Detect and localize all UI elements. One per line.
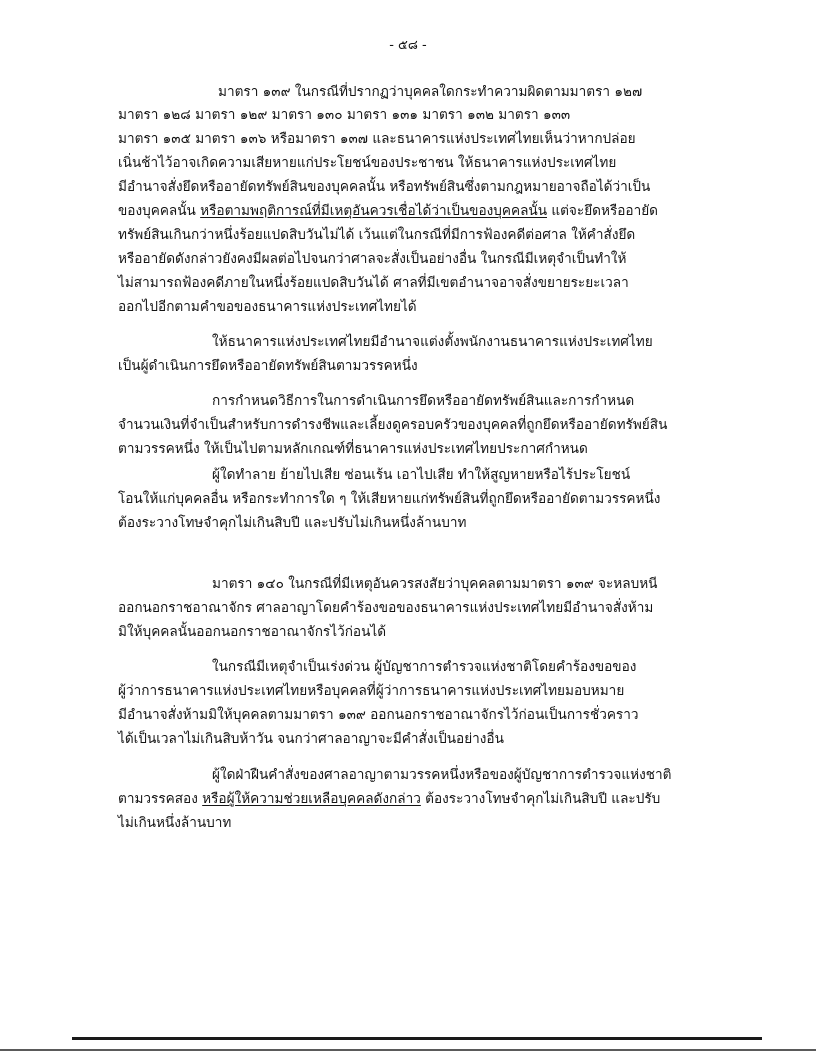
sec139-line-6 — [118, 202, 658, 220]
scan-edge-line — [0, 1049, 816, 1051]
sec140-p3-line-3: ไม่เกินหนึ่งล้านบาท — [118, 815, 232, 831]
sec139-p2-line-1: ให้ธนาคารแห่งประเทศไทยมีอำนาจแต่งตั้งพนักงานธนาคารแห่งประเทศไทย — [212, 334, 653, 350]
sec139-line-4: เนิ่นช้าไว้อาจเกิดความเสียหายแก่ประโยชน์ของประชาชน ให้ธนาคารแห่งประเทศไทย — [118, 155, 617, 171]
sec140-p2-line-4: ได้เป็นเวลาไม่เกินสิบห้าวัน จนกว่าศาลอาญาจะมีคำสั่งเป็นอย่างอื่น — [118, 731, 504, 747]
sec139-line-8: หรืออายัดดังกล่าวยังคงมีผลต่อไปจนกว่าศาลจะสั่งเป็นอย่างอื่น ในกรณีมีเหตุจำเป็นทำให้ — [118, 251, 627, 267]
sec139-line-2: มาตรา ๑๒๘ มาตรา ๑๒๙ มาตรา ๑๓๐ มาตรา ๑๓๑ มาตรา ๑๓๒ มาตรา ๑๓๓ — [118, 107, 571, 123]
sec139-line-6-end: แต่จะยึดหรืออายัด — [547, 203, 659, 219]
sec139-p4-line-2: โอนให้แก่บุคคลอื่น หรือกระทำการใด ๆ ให้เสียหายแก่ทรัพย์สินที่ถูกยึดหรืออายัดตามวรรคหนึ่ง — [118, 491, 661, 507]
sec140-line-1: มาตรา ๑๔๐ ในกรณีที่มีเหตุอันควรสงสัยว่าบุคคลตามมาตรา ๑๓๙ จะหลบหนี — [212, 576, 658, 592]
sec139-line-3: มาตรา ๑๓๕ มาตรา ๑๓๖ หรือมาตรา ๑๓๗ และธนาคารแห่งประเทศไทยเห็นว่าหากปล่อย — [118, 131, 636, 147]
sec139-line-10: ออกไปอีกตามคำขอของธนาคารแห่งประเทศไทยได้ — [118, 299, 417, 315]
sec139-p3-line-2: จำนวนเงินที่จำเป็นสำหรับการดำรงชีพและเลี้ยงดูครอบครัวของบุคคลที่ถูกยึดหรืออายัดทรัพย์สิน — [118, 417, 668, 433]
sec140-line-3: มิให้บุคคลนั้นออกนอกราชอาณาจักรไว้ก่อนได้ — [118, 624, 387, 640]
sec140-underlined-phrase: หรือผู้ให้ความช่วยเหลือบุคคลดังกล่าว — [202, 791, 421, 807]
sec139-p2-line-2: เป็นผู้ดำเนินการยึดหรืออายัดทรัพย์สินตามวรรคหนึ่ง — [118, 358, 418, 374]
footer-rule — [72, 1037, 762, 1040]
sec139-line-7: ทรัพย์สินเกินกว่าหนึ่งร้อยแปดสิบวันไม่ได้ เว้นแต่ในกรณีที่มีการฟ้องคดีต่อศาล ให้คำสั่งยึด — [118, 227, 636, 243]
sec139-p3-line-3: ตามวรรคหนึ่ง ให้เป็นไปตามหลักเกณฑ์ที่ธนาคารแห่งประเทศไทยประกาศกำหนด — [118, 441, 588, 457]
sec140-p2-line-3: มีอำนาจสั่งห้ามมิให้บุคคลตามมาตรา ๑๓๙ ออกนอกราชอาณาจักรไว้ก่อนเป็นการชั่วคราว — [118, 707, 639, 723]
sec140-p3-line-2-end: ต้องระวางโทษจำคุกไม่เกินสิบปี และปรับ — [420, 791, 661, 807]
sec139-p4-line-1: ผู้ใดทำลาย ย้ายไปเสีย ซ่อนเร้น เอาไปเสีย ทำให้สูญหายหรือไร้ประโยชน์ — [212, 467, 631, 483]
sec139-underlined-phrase: หรือตามพฤติการณ์ที่มีเหตุอันควรเชื่อได้ว่าเป็นของบุคคลนั้น — [200, 203, 548, 219]
sec139-line-1: มาตรา ๑๓๙ ในกรณีที่ปรากฏว่าบุคคลใดกระทำความผิดตามมาตรา ๑๒๗ — [218, 84, 643, 100]
sec139-line-9: ไม่สามารถฟ้องคดีภายในหนึ่งร้อยแปดสิบวันได้ ศาลที่มีเขตอำนาจอาจสั่งขยายระยะเวลา — [118, 275, 629, 291]
sec140-line-2: ออกนอกราชอาณาจักร ศาลอาญาโดยคำร้องขอของธนาคารแห่งประเทศไทยมีอำนาจสั่งห้าม — [118, 600, 654, 616]
sec139-p4-line-3: ต้องระวางโทษจำคุกไม่เกินสิบปี และปรับไม่เกินหนึ่งล้านบาท — [118, 515, 467, 531]
sec140-p3-line-2-start: ตามวรรคสอง — [118, 791, 203, 807]
sec140-p3-line-1: ผู้ใดฝ่าฝืนคำสั่งของศาลอาญาตามวรรคหนึ่งหรือของผู้บัญชาการตำรวจแห่งชาติ — [212, 767, 672, 783]
page-number: - ๕๘ - — [389, 38, 427, 53]
sec139-line-5: มีอำนาจสั่งยึดหรืออายัดทรัพย์สินของบุคคลนั้น หรือทรัพย์สินซึ่งตามกฎหมายอาจถือได้ว่าเป็น — [118, 179, 651, 195]
sec140-p3-line-2 — [118, 790, 660, 808]
sec140-p2-line-1: ในกรณีมีเหตุจำเป็นเร่งด่วน ผู้บัญชาการตำรวจแห่งชาติโดยคำร้องขอของ — [212, 659, 637, 675]
sec139-p3-line-1: การกำหนดวิธีการในการดำเนินการยึดหรืออายัดทรัพย์สินและการกำหนด — [212, 393, 635, 409]
sec140-p2-line-2: ผู้ว่าการธนาคารแห่งประเทศไทยหรือบุคคลที่ผู้ว่าการธนาคารแห่งประเทศไทยมอบหมาย — [118, 683, 625, 699]
sec139-line-6-start: ของบุคคลนั้น — [118, 203, 201, 219]
